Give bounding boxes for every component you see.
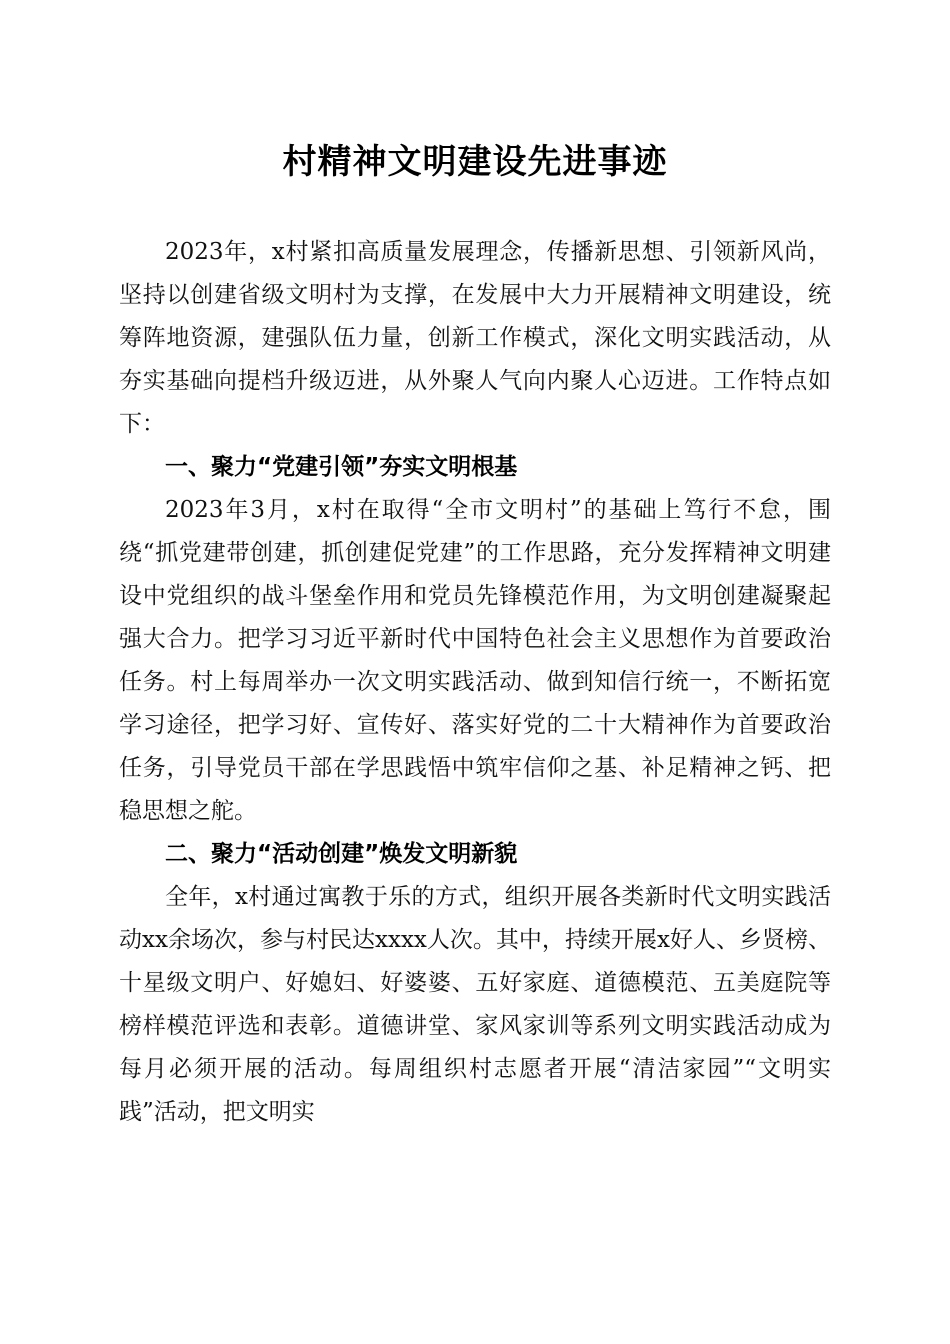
section-1-heading: 一、聚力“党建引领”夯实文明根基 bbox=[165, 454, 518, 480]
section-2-paragraph: 全年，x村通过寓教于乐的方式，组织开展各类新时代文明实践活动xx余场次，参与村民达xxxx人次。其中，持续开展x好人、乡贤榜、十星级文明户、好媳妇、好婆婆、五好家庭、道德模范、五美庭院等榜样模范评选和表彰。道德讲堂、家风家训等系列文明实践活动成为每月必须开展的活动。每周组织村志愿者开展“清洁家园”“文明实践”活动，把文明实 bbox=[119, 884, 831, 1125]
intro-paragraph: 2023年，x村紧扣高质量发展理念，传播新思想、引领新风尚，坚持以创建省级文明村为支撑，在发展中大力开展精神文明建设，统筹阵地资源，建强队伍力量，创新工作模式，深化文明实践活动，从夯实基础向提档升级迈进，从外聚人气向内聚人心迈进。工作特点如下： bbox=[119, 239, 831, 437]
document-title: 村精神文明建设先进事迹 bbox=[282, 142, 668, 182]
section-2-heading: 二、聚力“活动创建”焕发文明新貌 bbox=[165, 841, 518, 867]
document-body bbox=[119, 231, 831, 1134]
section-1-paragraph: 2023年3月，x村在取得“全市文明村”的基础上笃行不怠，围绕“抓党建带创建，抓创建促党建”的工作思路，充分发挥精神文明建设中党组织的战斗堡垒作用和党员先锋模范作用，为文明创建凝聚起强大合力。把学习习近平新时代中国特色社会主义思想作为首要政治任务。村上每周举办一次文明实践活动、做到知信行统一，不断拓宽学习途径，把学习好、宣传好、落实好党的二十大精神作为首要政治任务，引导党员干部在学思践悟中筑牢信仰之基、补足精神之钙、把稳思想之舵。 bbox=[119, 497, 831, 824]
